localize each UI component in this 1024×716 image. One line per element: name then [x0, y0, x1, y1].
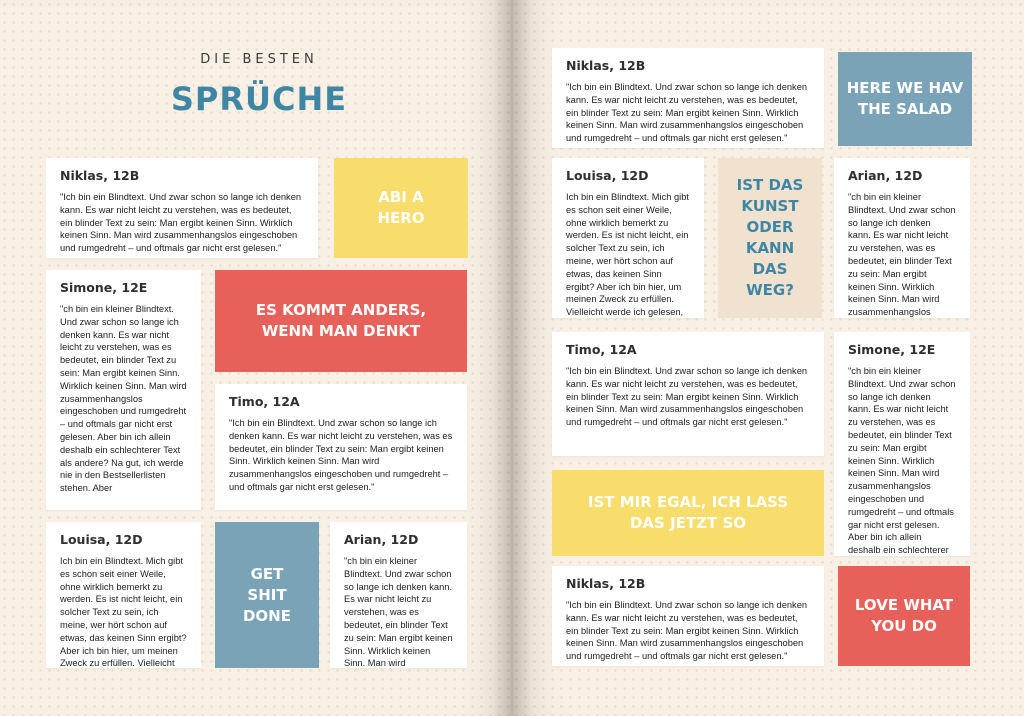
quote-text: "ch bin ein kleiner Blindtext. Und zwar schon so lange ich denken kann. Es war nicht leicht zu verstehen, was es bedeutet, ein blinder Text zu sein: Man ergibt keinen Sinn. Wirklich keinen Sinn. Man wird zusammenhangslos eingeschoben und rumgedreht – und oftmals gar nicht erst gelesen. Aber bin ich allein deshalb ein schlechterer Text als andere? Na gut, ich werde nie in den Bestsellerlisten stehen. Aber [60, 304, 187, 494]
slogan-ist-das-kunst: IST DAS KUNST ODER KANN DAS WEG? [718, 158, 822, 318]
quote-text: "Ich bin ein Blindtext. Und zwar schon so lange ich denken kann. Es war nicht leicht zu verstehen, was es bedeutet, ein blinder Text zu sein: Man ergibt keinen Sinn. Wirklich keinen Sinn. Man wird zusammenhangslos eingeschoben und rumgedreht – und oftmals gar nicht erst gelesen." [566, 366, 808, 428]
quote-card-arian-left [330, 522, 467, 668]
quote-text: "Ich bin ein Blindtext. Und zwar schon so lange ich denken kann. Es war nicht leicht zu verstehen, was es bedeutet, ein blinder Text zu sein: Man ergibt keinen Sinn. Wirklich keinen Sinn. Man wird zusammenhangslos eingeschoben und rumgedreht – und oftmals gar nicht erst gelesen." [229, 418, 453, 492]
slogan-here-we-have-the-salad: HERE WE HAV THE SALAD [838, 52, 972, 146]
slogan-love-what-you-do: LOVE WHAT YOU DO [838, 566, 970, 666]
quote-card-niklas-left [46, 158, 318, 258]
quote-text: "ch bin ein kleiner Blindtext. Und zwar schon so lange ich denken kann. Es war nicht leicht zu verstehen, was es bedeutet, ein blinder Text zu sein: Man ergibt keinen Sinn. Wirklich keinen Sinn. Man wird [344, 556, 453, 668]
quote-text: "Ich bin ein Blindtext. Und zwar schon so lange ich denken kann. Es war nicht leicht zu verstehen, was es bedeutet, ein blinder Text zu sein: Man ergibt keinen Sinn. Wirklich keinen Sinn. Man wird zusammenhangslos eingeschoben und rumgedreht – und oftmals gar nicht erst gelesen." [566, 600, 808, 662]
quote-text: Ich bin ein Blindtext. Mich gibt es schon seit einer Weile, ohne wirklich bemerkt zu werden. Es ist nicht leicht, ein solcher Text zu sein, ich meine, wer hört schon auf etwas, das keinen Sinn ergibt? Aber ich bin hier, um meinen Zweck zu erfüllen. Vielleicht [60, 556, 187, 668]
book-spine [492, 0, 532, 716]
quote-card-timo-right [552, 332, 824, 456]
slogan-ist-mir-egal: IST MIR EGAL, ICH LASS DAS JETZT SO [552, 470, 824, 556]
quote-author: Arian, 12D [848, 168, 923, 183]
quote-author: Louisa, 12D [566, 168, 649, 183]
quote-author: Simone, 12E [848, 342, 936, 357]
quote-card-niklas-right-bottom [552, 566, 824, 666]
quote-author: Timo, 12A [229, 394, 300, 409]
quote-card-arian-right [834, 158, 970, 318]
quote-author: Arian, 12D [344, 532, 419, 547]
quote-card-louisa-right [552, 158, 704, 318]
quote-author: Niklas, 12B [566, 576, 646, 591]
quote-text: "Ich bin ein Blindtext. Und zwar schon so lange ich denken kann. Es war nicht leicht zu verstehen, was es bedeutet, ein blinder Text zu sein: Man ergibt keinen Sinn. Wirklich keinen Sinn. Man wird zusammenhangslos eingeschoben und rumgedreht – und oftmals gar nicht erst gelesen." [60, 192, 302, 254]
quote-text: "ch bin ein kleiner Blindtext. Und zwar schon so lange ich denken kann. Es war nicht leicht zu verstehen, was es bedeutet, ein blinder Text zu sein: Man ergibt keinen Sinn. Wirklich keinen Sinn. Man wird zusammenhangslos [848, 192, 956, 318]
quote-card-niklas-right [552, 48, 824, 148]
quote-author: Louisa, 12D [60, 532, 143, 547]
slogan-es-kommt-anders: ES KOMMT ANDERS, WENN MAN DENKT [215, 270, 467, 372]
page-title: SPRÜCHE [170, 80, 348, 118]
quote-card-timo-left [215, 384, 467, 510]
quote-author: Simone, 12E [60, 280, 148, 295]
quote-card-simone-right [834, 332, 970, 556]
quote-author: Timo, 12A [566, 342, 637, 357]
quote-text: Ich bin ein Blindtext. Mich gibt es schon seit einer Weile, ohne wirklich bemerkt zu werden. Es ist nicht leicht, ein solcher Text zu sein, ich meine, wer hört schon auf etwas, das keinen Sinn ergibt? Aber ich bin hier, um meinen Zweck zu erfüllen. Vielleicht werde ich gelesen, [566, 192, 689, 318]
slogan-abi-a-hero: ABI A HERO [334, 158, 468, 258]
quote-text: "ch bin ein kleiner Blindtext. Und zwar schon so lange ich denken kann. Es war nicht leicht zu verstehen, was es bedeutet, ein blinder Text zu sein: Man ergibt keinen Sinn. Wirklich keinen Sinn. Man wird zusammenhangslos eingeschoben und rumgedreht – und oftmals gar nicht erst gelesen. Aber bin ich allein deshalb ein schlechterer [848, 366, 956, 556]
quote-card-louisa-left [46, 522, 201, 668]
quote-author: Niklas, 12B [566, 58, 646, 73]
quote-author: Niklas, 12B [60, 168, 140, 183]
header-subtitle: DIE BESTEN [200, 52, 318, 67]
quote-text: "Ich bin ein Blindtext. Und zwar schon so lange ich denken kann. Es war nicht leicht zu verstehen, was es bedeutet, ein blinder Text zu sein: Man ergibt keinen Sinn. Wirklich keinen Sinn. Man wird zusammenhangslos eingeschoben und rumgedreht – und oftmals gar nicht erst gelesen." [566, 82, 808, 144]
quote-card-simone-left [46, 270, 201, 510]
slogan-get-shit-done: GET SHIT DONE [215, 522, 319, 668]
